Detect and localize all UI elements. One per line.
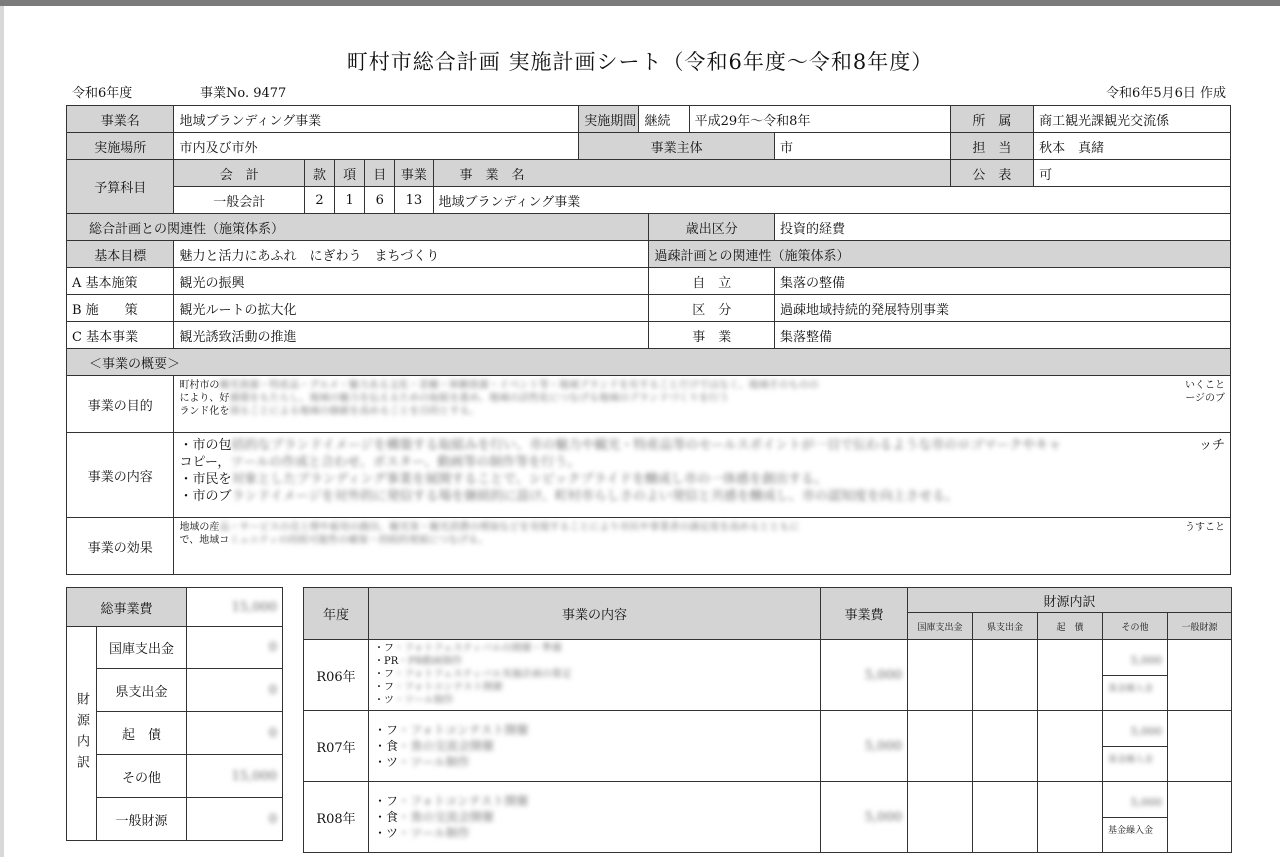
jigyo-label: 事業 [395,160,433,187]
fund-col-header: その他 [1103,613,1168,640]
fund-row-label: 国庫支出金 [97,627,187,669]
place-label: 実施場所 [67,133,174,160]
fund-cell [973,711,1038,782]
kan-label: 款 [304,160,334,187]
fund-cell [1038,640,1103,711]
effect-text: 地域の産品・サービスの売上増や雇用の創出、観光客・観光消費の増加などを実現することにより市民や事業者の満足度を高めるとともに うすこと で、地域コミュニティの持続可能性の確保・持続的発展につなげる。 [174,518,1231,575]
actor-label: 事業主体 [579,133,775,160]
account-label: 会 計 [174,160,305,187]
dept-label: 所 属 [950,106,1033,133]
table-row [304,782,1232,853]
fund-row-label: 起 債 [97,712,187,755]
cost-cell: 5,000 [821,640,908,711]
table-row [304,640,1232,711]
fund-cell [973,640,1038,711]
fund-cell [908,782,973,853]
purpose-text: 町村市の観光資源・特産品・グルメ・魅力ある文化・景観・体験資源・イベント等・地域ブランドを有することだけではなく、地域そのものの いくこと により、好循環をもたらし、地域の魅力を伝えるための取組を進め、地域の活性化につなげる地域のブランドづくりを行う ージのブ ランド化を図ることによる地域の価値を高めることを目的とする。 [174,376,1231,433]
fund-col-header: 起 債 [1038,613,1103,640]
fund-row-value: 0 [187,798,283,841]
jigyo-name-label: 事 業 名 [433,160,950,187]
content-text: ・市の包括的なブランドイメージを構築する取組みを行い、市の魅力や観光・特産品等のセールスポイントが一目で伝わるような市のロゴマークやキャ ッチ コピー，ツールの作成と合わせ、ポスター、動画等の制作等を行う。 ・市民を対象としたブランディング事業を展開することで、シビックプライドを醸成し市の一体感を創出する。 ・市のブランドイメージを対外的に発信する場を継続的に設け、町村市らしさのよい発信と共感を醸成し、市の認知度を向上させる。 [174,433,1231,518]
kubun-value: 過疎地域持続的発展特別事業 [774,295,1230,322]
kou-value: 1 [335,187,365,214]
kubun-label: 区 分 [649,295,775,322]
jigyo2-label: 事 業 [649,322,775,349]
fiscal-year: 令和6年度 [72,86,133,101]
year-cell: R06年 [304,640,369,711]
moku-value: 6 [365,187,395,214]
c-value: 観光誘致活動の推進 [174,322,649,349]
place-value: 市内及び市外 [174,133,579,160]
jigyo-value: 13 [395,187,433,214]
fund-cell [908,711,973,782]
goal-value: 魅力と活力にあふれ にぎわう まちづくり [174,241,649,268]
viewer-left-edge [0,6,4,857]
fund-col-header: 県支出金 [973,613,1038,640]
cost-cell: 5,000 [821,711,908,782]
year-header: 年度 [304,588,369,640]
effect-label: 事業の効果 [67,518,174,575]
other-fund-cell: 5,000 基金繰入金 [1103,640,1168,711]
fund-row-label: 一般財源 [97,798,187,841]
table-row [304,711,1232,782]
depop-title: 過疎計画との関連性（施策体系） [649,241,1231,268]
fund-row-value: 0 [187,669,283,712]
content-cell: ・フ・フォトコンテスト開催 ・食・食の交流会開催 ・ツ・ツール制作 [369,711,821,782]
project-info-table [66,105,1231,575]
name-label: 事業名 [67,106,174,133]
a-label: A 基本施策 [67,268,174,295]
public-label: 公 表 [950,160,1033,187]
page-title: 町村市総合計画 実施計画シート（令和6年度～令和8年度） [346,50,934,74]
created-date: 令和6年5月6日 作成 [1106,86,1226,101]
purpose-label: 事業の目的 [67,376,174,433]
jiritsu-label: 自 立 [649,268,775,295]
b-label: B 施 策 [67,295,174,322]
content-header: 事業の内容 [369,588,821,640]
fund-cell [973,782,1038,853]
year-cell: R07年 [304,711,369,782]
b-value: 観光ルートの拡大化 [174,295,649,322]
public-value: 可 [1034,160,1231,187]
period-type: 継続 [639,106,689,133]
fund-cell [1168,782,1232,853]
total-value: 15,000 [187,588,283,627]
jigyo-name-value: 地域ブランディング事業 [433,187,1230,214]
fund-cell [1038,711,1103,782]
fund-label-vertical: 財源内訳 [67,627,97,841]
fund-col-header: 一般財源 [1168,613,1232,640]
fund-cell [1168,640,1232,711]
fund-row-label: その他 [97,755,187,798]
c-label: C 基本事業 [67,322,174,349]
expense-value: 投資的経費 [774,214,1230,241]
overview-title: ＜事業の概要＞ [67,349,1231,376]
dept-value: 商工観光課観光交流係 [1034,106,1231,133]
content-cell: ・フ・フォトフェスティバルの開催・準備 ・PR・PR動画制作 ・フ・フォトフェスティバル実施計画の策定 ・フ・フォトコンテスト開催 ・ツ・ツール制作 [369,640,821,711]
fund-row-label: 県支出金 [97,669,187,712]
kou-label: 項 [335,160,365,187]
fund-header: 財源内訳 [908,588,1232,613]
year-cell: R08年 [304,782,369,853]
cost-header: 事業費 [821,588,908,640]
fund-row-value: 0 [187,712,283,755]
relation-title: 総合計画との関連性（施策体系） [67,214,649,241]
cost-cell: 5,000 [821,782,908,853]
fund-row-value: 15,000 [187,755,283,798]
content-label: 事業の内容 [67,433,174,518]
total-cost-table [66,587,283,841]
jigyo2-value: 集落整備 [774,322,1230,349]
budget-label: 予算科目 [67,160,174,214]
period-value: 平成29年～令和8年 [689,106,950,133]
project-name: 地域ブランディング事業 [174,106,579,133]
other-fund-cell: 5,000 基金繰入金 [1103,711,1168,782]
expense-label: 歳出区分 [649,214,775,241]
fund-cell [908,640,973,711]
fund-cell [1168,711,1232,782]
total-label: 総事業費 [67,588,187,627]
a-value: 観光の振興 [174,268,649,295]
content-cell: ・フ・フォトコンテスト開催 ・食・食の交流会開催 ・ツ・ツール制作 [369,782,821,853]
viewer-top-bar [0,0,1280,6]
period-label: 実施期間 [579,106,639,133]
charge-label: 担 当 [950,133,1033,160]
fund-row-value: 0 [187,627,283,669]
project-number: 事業No. 9477 [200,86,287,101]
other-fund-cell: 5,000 基金繰入金 [1103,782,1168,853]
actor-value: 市 [774,133,950,160]
charge-value: 秋本 真緒 [1034,133,1231,160]
fund-cell [1038,782,1103,853]
account-value: 一般会計 [174,187,305,214]
fund-col-header: 国庫支出金 [908,613,973,640]
moku-label: 目 [365,160,395,187]
kan-value: 2 [304,187,334,214]
jiritsu-value: 集落の整備 [774,268,1230,295]
schedule-table [303,587,1232,853]
goal-label: 基本目標 [67,241,174,268]
